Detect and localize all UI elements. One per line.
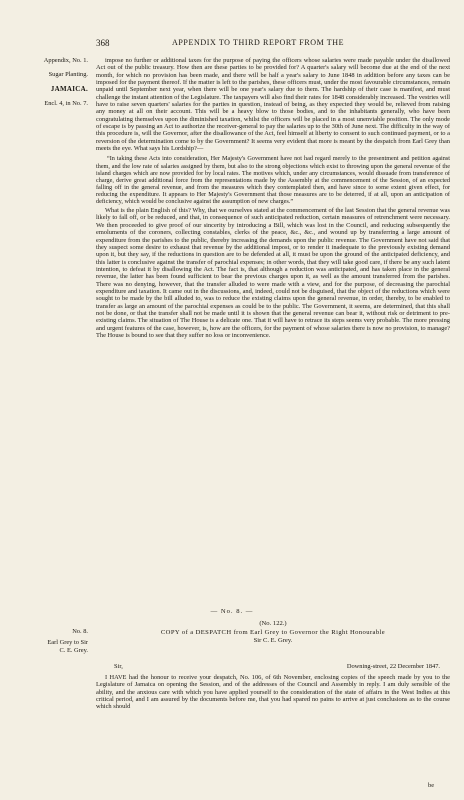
date-line: Downing-street, 22 December 1847. [346, 663, 440, 670]
salutation: Sir, [114, 663, 123, 670]
page-number: 368 [96, 38, 110, 48]
margin-no8: No. 8. [72, 628, 88, 635]
despatch-title: COPY of a DESPATCH from Earl Grey to Governor the Right Honourable [160, 628, 386, 636]
letter-text [96, 674, 450, 711]
page-header [0, 38, 464, 52]
quote-text: “In taking these Acts into consideration, Her Majesty's Government have not had regard merely to the presentment and petition against them, and the low rate of salaries assigned by them, but also to the strong objections which exist to throwing upon the general revenue of the island charges which are now provided for by local rates. The motives which, under any circumstances, would dissuade from transference of charge, derive great additional force from the representations made by the Assembly at the commencement of the Session, of an expected falling off in the general revenue, and from the measures which they contemplated then, and have since to some extent given effect, for reducing the expenditure. It appears to Her Majesty's Government that those measures are to be deterred, if at all, upon an anticipation of deficiency, which would be conclusive against the assumption of new charges.” [96, 155, 450, 206]
catchword: be [428, 782, 435, 789]
despatch-number: (No. 122.) [259, 620, 287, 627]
running-title: APPENDIX TO THIRD REPORT FROM THE [172, 38, 345, 47]
letter-paragraph: I HAVE had the honour to receive your despatch, No. 106, of 6th November, enclosing copies of the speech made by you to the Legislature of Jamaica on opening the Session, and of the addresses of the Council and Assembly in reply. I am duly sensible of the ability, and the anxious care with which you have applied yourself to the consideration of the state of affairs in the West Indies at this critical period, and I am assured by the documents before me, that you had spared no pains to arrive at just conclusions as to the course which should [96, 674, 450, 711]
margin-appendix: Appendix, No. 1. [43, 57, 88, 64]
margin-from: Earl Grey to Sir [47, 639, 88, 647]
margin-note-top [12, 57, 88, 108]
despatch-title-cont: Sir C. E. Grey. [253, 637, 293, 645]
margin-enclosure: Encl. 4, in No. 7. [44, 99, 88, 107]
block-quote [96, 155, 450, 205]
margin-subject: Sugar Planting. [48, 71, 88, 79]
paragraph-2: What is the plain English of this? Why, that we ourselves stated at the commencement of the last Session that the general revenue was likely to fall off, or be reduced, and that, in consequence of such anticipated reduction, certain measures of retrenchment were necessary. We then proceeded to give proof of our sincerity by introducing a Bill, which was lost in the Council, and reducing subsequently the emoluments of the coroners, collecting constables, clerks of the peace, &c., &c., and wound up by transferring a large amount of expenditure from the parishes to the public, thereby increasing the demands upon the public revenue. The Government have not said that they suspect some desire to exhaust that revenue by the additional impost, or to render it inadequate to the previously existing demand upon it, but they say, if the reductions in question are to be defended at all, it must be upon the ground of the anticipated deficiency, and this latter is conclusive against the transfer of parochial expenses; in other words, that they will take good care, if there be any such latent intention, to defeat it by disallowing the Act. The fact is, that although a reduction was anticipated, and has taken place in the general revenue, the latter has been found sufficient to bear the previous charges upon it, as well as the amount transferred from the parishes. There was no denying, however, that the transfer alluded to were made with a view, and for the purpose, of decreasing the parochial expenditure and taxation. It came out in the discussions, and, indeed, could not be disguised, that the object of the reductions which were sought to be made by the bill alluded to, was to reduce the existing claims upon the general revenue, in order, thereby, to be enabled to transfer as large an amount of the parochial expenses as could be to the public. The Government, it seems, are determined, that this shall not be done, or that the transfer shall not be made until it is shown that the general revenue can bear it, without risk or detriment to pre-existing claims. The situation of The House is a delicate one. That it will have to retrace its steps seems very probable. The more pressing and urgent features of the case, however, is, how are the officers, for the payment of whose salaries there is now no provision, to manage? The House is bound to see that they suffer no loss or inconvenience. [96, 207, 450, 339]
section-heading: — No. 8. — [210, 608, 254, 615]
margin-to: C. E. Grey. [59, 647, 88, 655]
margin-note-no8 [12, 628, 88, 656]
main-text [96, 57, 450, 339]
paragraph-1: impose no further or additional taxes for the purpose of paying the officers whose salaries were made payable under the disallowed Act out of the public treasury. How then are these parties to be provided for? A quarter's salary will become due at the end of the next month, for which no provision has been made, and there will be half a year's salary to June 1848 in addition before any taxes can be imposed for the payment thereof. If the matter is left to the parishes, these officers must, under the most favourable circumstances, remain unpaid until September next year, when there will be one year's salary due to them. The hardship of their case is manifest, and must challenge the instant attention of the Legislature. The taxpayers will also find their rates for 1848 considerably increased. The vestries will have to raise seven quarters' salaries for the parties in question, instead of being, as they expected they would be, relieved from raising any money at all on their account. This will be a heavy blow to those bodies, and to the inhabitants generally, who have been congratulating themselves upon the diminished taxation, whilst the officers will be placed in a most unenviable position. The only mode of escape is by passing an Act to authorize the receiver-general to pay the salaries up to the 30th of June next. The difficulty in the way of this procedure is, will the Governor, after the disallowance of the Act, feel himself at liberty to consent to such continued payment, or to a reversion of the determination come to by the Government? It seems very evident that more is meant by the despatch from Earl Grey than meets the eye. What says his Lordship?— [96, 57, 450, 153]
despatch-title-block [96, 620, 450, 646]
margin-colony: JAMAICA. [50, 85, 88, 94]
